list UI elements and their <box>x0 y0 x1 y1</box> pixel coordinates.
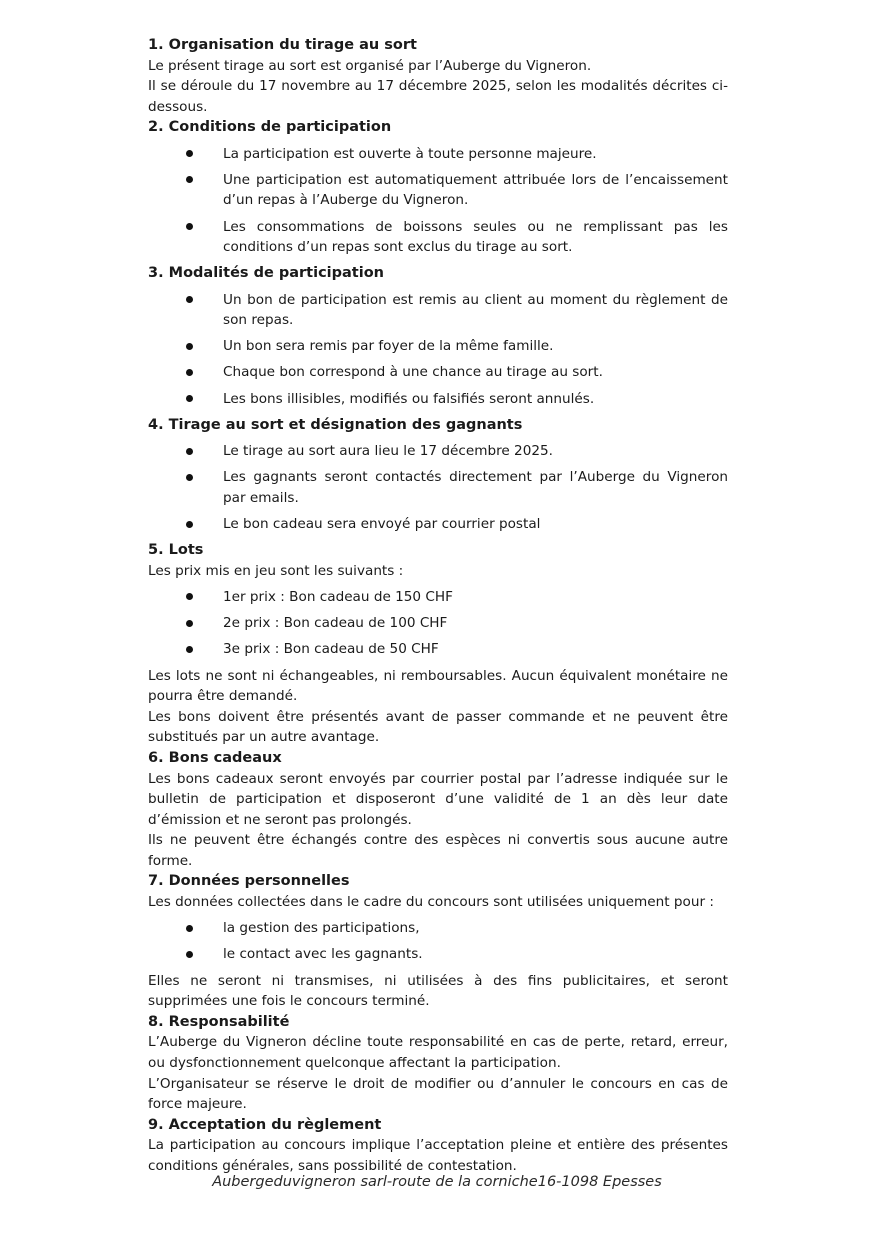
bullet-list <box>148 144 728 258</box>
section-title: 5. Lots <box>148 542 204 559</box>
paragraph: Les bons cadeaux seront envoyés par courrier postal par l’adresse indiquée sur le bulletin de participation et disposeront d’une validité de 1 an dès leur date d’émission et ne seront pas prolongés. <box>148 770 728 828</box>
section-4 <box>148 415 728 535</box>
section-title: 2. Conditions de participation <box>148 119 392 136</box>
paragraph: La participation au concours implique l’acceptation pleine et entière des présentes conditions générales, sans possibilité de contestation. <box>148 1137 728 1174</box>
rules-document <box>148 35 728 1177</box>
section-1 <box>148 35 728 117</box>
section-title: 9. Acceptation du règlement <box>148 1116 382 1133</box>
section-title: 3. Modalités de participation <box>148 265 384 282</box>
bullet-item: Une participation est automatiquement attribuée lors de l’encaissement d’un repas à l’Auberge du Vigneron. <box>148 170 728 211</box>
bullet-item: la gestion des participations, <box>148 918 728 939</box>
section-7 <box>148 871 728 1011</box>
bullet-item: 1er prix : Bon cadeau de 150 CHF <box>148 587 728 608</box>
bullet-item: le contact avec les gagnants. <box>148 944 728 965</box>
bullet-item: 3e prix : Bon cadeau de 50 CHF <box>148 639 728 660</box>
bullet-list <box>148 587 728 660</box>
bullet-list <box>148 290 728 410</box>
paragraph: L’Organisateur se réserve le droit de modifier ou d’annuler le concours en cas de force majeure. <box>148 1075 728 1113</box>
bullet-item: Chaque bon correspond à une chance au tirage au sort. <box>148 362 728 383</box>
bullet-item: Le tirage au sort aura lieu le 17 décembre 2025. <box>148 441 728 462</box>
section-3 <box>148 263 728 409</box>
paragraph: Elles ne seront ni transmises, ni utilisées à des fins publicitaires, et seront supprimées une fois le concours terminé. <box>148 972 728 1010</box>
section-9 <box>148 1115 728 1177</box>
paragraph: Le présent tirage au sort est organisé par l’Auberge du Vigneron. <box>148 57 592 74</box>
paragraph: Ils ne peuvent être échangés contre des espèces ni convertis sous aucune autre forme. <box>148 832 728 869</box>
bullet-item: Le bon cadeau sera envoyé par courrier postal <box>148 514 728 535</box>
paragraph: Les prix mis en jeu sont les suivants : <box>148 562 404 579</box>
paragraph: Les bons doivent être présentés avant de passer commande et ne peuvent être substitués par un autre avantage. <box>148 708 728 746</box>
footer-address: Aubergeduvigneron sarl-route de la corniche16-1098 Epesses <box>212 1174 662 1190</box>
bullet-item: Les bons illisibles, modifiés ou falsifiés seront annulés. <box>148 389 728 410</box>
bullet-item: 2e prix : Bon cadeau de 100 CHF <box>148 613 728 634</box>
section-title: 8. Responsabilité <box>148 1013 290 1030</box>
paragraph: Il se déroule du 17 novembre au 17 décembre 2025, selon les modalités décrites ci-dessous. <box>148 78 728 115</box>
bullet-list <box>148 918 728 965</box>
bullet-item: Un bon de participation est remis au client au moment du règlement de son repas. <box>148 290 728 331</box>
paragraph: L’Auberge du Vigneron décline toute responsabilité en cas de perte, retard, erreur, ou dysfonctionnement quelconque affectant la participation. <box>148 1034 728 1071</box>
bullet-item: La participation est ouverte à toute personne majeure. <box>148 144 728 165</box>
section-8 <box>148 1012 728 1115</box>
section-6 <box>148 748 728 872</box>
section-title: 7. Données personnelles <box>148 873 350 890</box>
section-title: 4. Tirage au sort et désignation des gagnants <box>148 416 523 433</box>
bullet-list <box>148 441 728 535</box>
section-2 <box>148 117 728 257</box>
section-5 <box>148 540 728 748</box>
paragraph: Les lots ne sont ni échangeables, ni remboursables. Aucun équivalent monétaire ne pourra être demandé. <box>148 667 728 705</box>
bullet-item: Les gagnants seront contactés directement par l’Auberge du Vigneron par emails. <box>148 467 728 508</box>
section-title: 6. Bons cadeaux <box>148 749 282 766</box>
paragraph: Les données collectées dans le cadre du concours sont utilisées uniquement pour : <box>148 894 714 911</box>
section-title: 1. Organisation du tirage au sort <box>148 37 417 53</box>
bullet-item: Les consommations de boissons seules ou ne remplissant pas les conditions d’un repas sont exclus du tirage au sort. <box>148 217 728 258</box>
bullet-item: Un bon sera remis par foyer de la même famille. <box>148 336 728 357</box>
